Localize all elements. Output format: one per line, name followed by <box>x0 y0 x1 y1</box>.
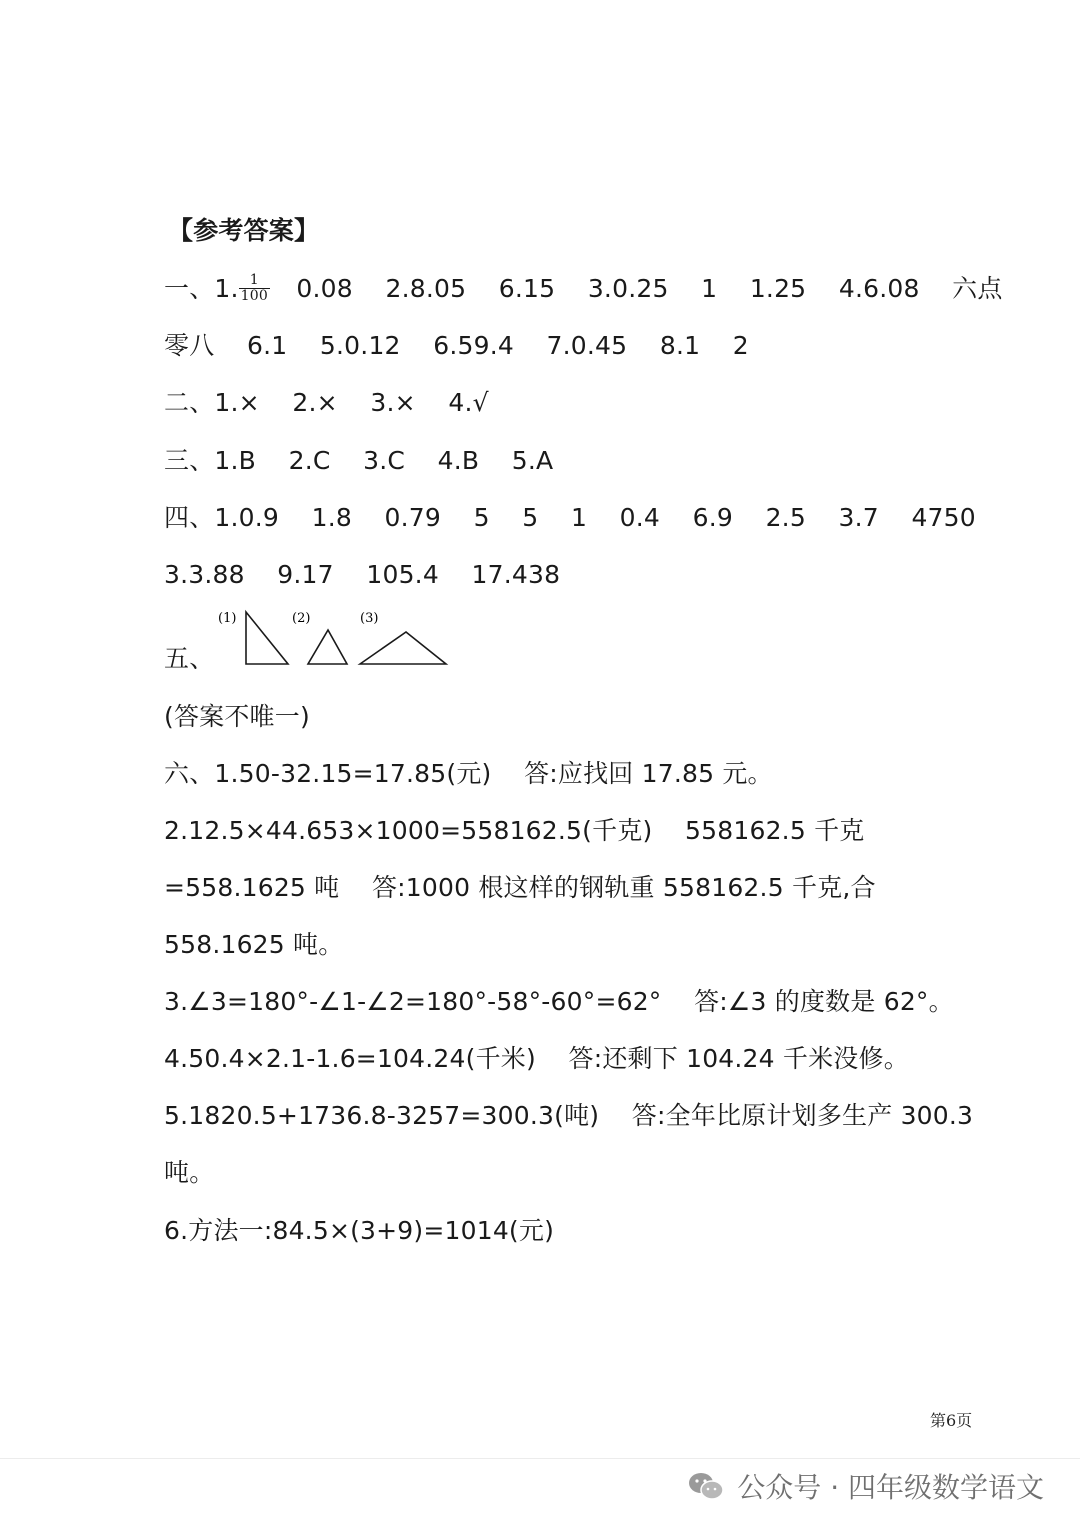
right-triangle <box>246 612 288 664</box>
page-number: 第6页 <box>930 1411 973 1430</box>
triangle-label-1: (1) <box>218 611 237 626</box>
section-6-item-2-line-2: =558.1625 吨 答:1000 根这样的钢轨重 558162.5 千克,合 <box>164 873 876 902</box>
section-6-item-6: 6.方法一:84.5×(3+9)=1014(元) <box>164 1216 555 1245</box>
triangle-label-2: (2) <box>292 611 311 626</box>
section-2-line: 二、1.× 2.× 3.× 4.√ <box>164 388 489 417</box>
fraction-denominator: 100 <box>240 287 268 304</box>
section-1-line-2: 零八 6.1 5.0.12 6.59.4 7.0.45 8.1 2 <box>164 331 749 360</box>
fraction-one-hundredth <box>239 273 270 304</box>
equilateral-triangle <box>308 630 347 664</box>
section-6-item-1: 六、1.50-32.15=17.85(元) 答:应找回 17.85 元。 <box>164 759 773 788</box>
footer-divider <box>0 1458 1080 1459</box>
section-6-item-2-line-1: 2.12.5×44.653×1000=558162.5(千克) 558162.5 千克 <box>164 816 865 845</box>
section-1-prefix: 一、1. <box>164 274 239 303</box>
section-5-label: 五、 <box>164 644 215 673</box>
section-6-item-5-line-2: 吨。 <box>164 1158 215 1187</box>
section-4-line-1: 四、1.0.9 1.8 0.79 5 5 1 0.4 6.9 2.5 3.7 4750 <box>164 503 976 532</box>
triangle-label-3: (3) <box>360 611 379 626</box>
section-1-line-1 <box>164 272 1003 306</box>
section-6-item-3: 3.∠3=180°-∠1-∠2=180°-58°-60°=62° 答:∠3 的度数是 62°。 <box>164 987 954 1016</box>
section-6-item-2-line-3: 558.1625 吨。 <box>164 930 344 959</box>
wechat-icon <box>687 1470 725 1502</box>
section-4-line-2: 3.3.88 9.17 105.4 17.438 <box>164 560 561 589</box>
triangle-figures <box>214 606 454 672</box>
footer-watermark <box>687 1462 1044 1510</box>
fraction-numerator: 1 <box>239 273 270 289</box>
footer-text: 公众号 · 四年级数学语文 <box>737 1471 1044 1504</box>
answer-heading: 【参考答案】 <box>168 216 320 245</box>
obtuse-triangle <box>360 632 446 664</box>
section-5-note: (答案不唯一) <box>164 702 310 731</box>
section-3-line: 三、1.B 2.C 3.C 4.B 5.A <box>164 446 554 475</box>
section-6-item-4: 4.50.4×2.1-1.6=104.24(千米) 答:还剩下 104.24 千米没修。 <box>164 1044 909 1073</box>
section-6-item-5-line-1: 5.1820.5+1736.8-3257=300.3(吨) 答:全年比原计划多生产 300.3 <box>164 1101 974 1130</box>
section-1-rest: 0.08 2.8.05 6.15 3.0.25 1 1.25 4.6.08 六点 <box>271 274 1003 303</box>
